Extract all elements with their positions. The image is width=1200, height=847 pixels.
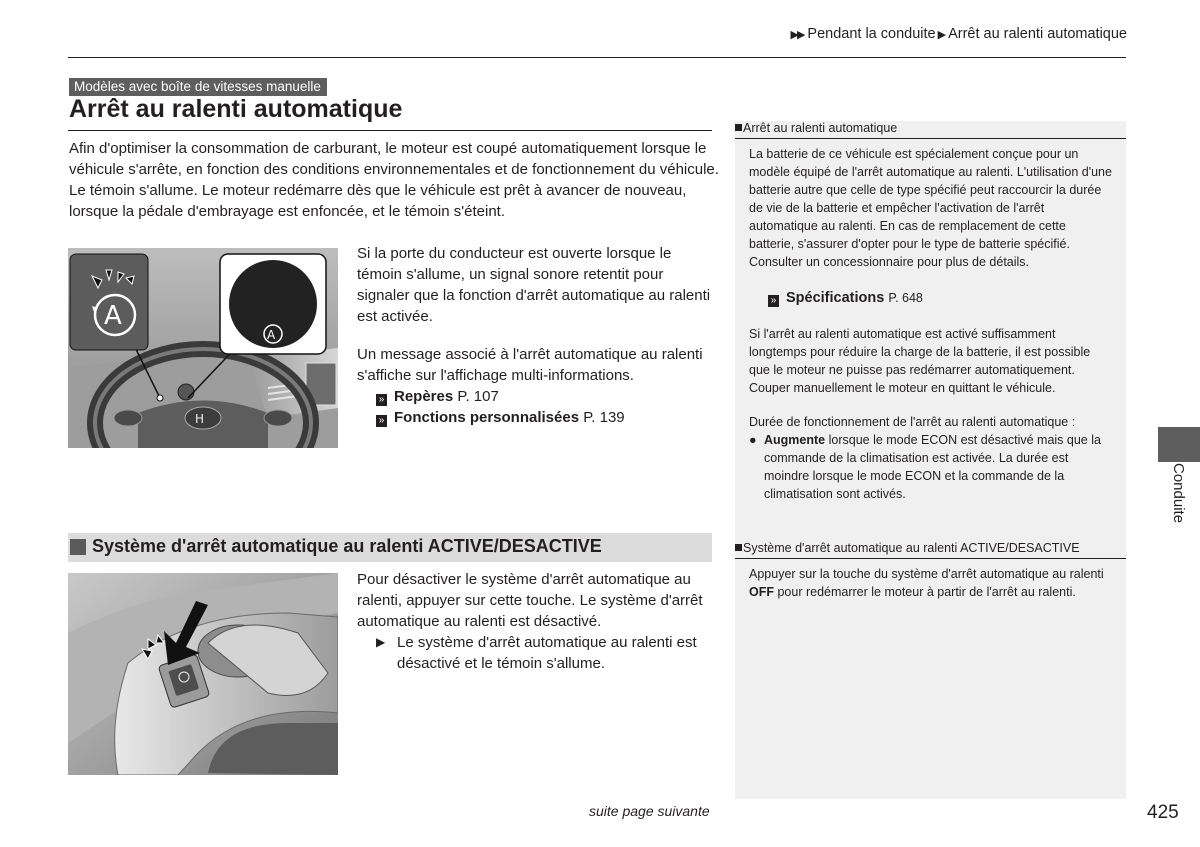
ref-arrow-icon: » [376, 415, 387, 427]
off-result-text: Le système d'arrêt automatique au ralenti est désactivé et le témoin s'allume. [397, 634, 697, 672]
ref-label: Repères [394, 388, 454, 405]
battery-note: La batterie de ce véhicule est spécialement conçue pour un modèle équipé de l'arrêt automatique au ralenti. L'utilisation d'une batterie autre que celle de type spécifié peut raccourcir la durée de vie de la batterie et empêcher l'activation de l'arrêt automatique au ralenti. En cas de remplacement de cette batterie, s'assurer d'opter pour le type de batterie spécifié. Consulter un concessionnaire pour plus de détails. [749, 147, 1112, 269]
door-paragraph: Si la porte du conducteur est ouverte lorsque le témoin s'allume, un signal sonore retentit pour signaler que la fonction d'arrêt automatique au ralenti est activée. [357, 245, 711, 325]
breadcrumb [790, 26, 1127, 42]
long-idle-note: Si l'arrêt au ralenti automatique est activé suffisamment longtemps pour réduire la charge de la batterie, il est possible que le moteur ne puisse pas redémarrer automatiquement. Couper manuellement le moteur en quittant le véhicule. [749, 327, 1091, 395]
ref-arrow-icon: » [376, 394, 387, 406]
sidebar-rule-2 [735, 558, 1126, 559]
bullet-icon: ● [749, 433, 757, 447]
result-arrow-icon: ▶ [376, 635, 386, 649]
breadcrumb-part-2: Arrêt au ralenti automatique [948, 26, 1127, 42]
duration-bullet: Augmente lorsque le mode ECON est désactivé mais que la commande de la climatisation est activée. La durée est moindre lorsque le mode ECON et la commande de la climatisation sont activés. [764, 433, 1101, 501]
chapter-tab-label: Conduite [1170, 463, 1187, 524]
section-square-icon [70, 539, 86, 555]
duration-label: Durée de fonctionnement de l'arrêt au ralenti automatique : [749, 415, 1076, 429]
page-number: 425 [1147, 802, 1179, 823]
svg-text:H: H [195, 412, 205, 426]
ref-page: P. 107 [457, 388, 499, 405]
breadcrumb-part-1: Pendant la conduite [807, 26, 936, 42]
message-paragraph: Un message associé à l'arrêt automatique au ralenti s'affiche sur l'affichage multi-informations. [357, 346, 703, 384]
section-title: Système d'arrêt automatique au ralenti ACTIVE/DESACTIVE [92, 536, 602, 556]
ref-reperes[interactable] [376, 386, 499, 407]
off-result [376, 632, 716, 674]
ref-label: Spécifications [786, 290, 885, 306]
double-arrow-icon: ▶▶ [790, 29, 804, 41]
off-paragraph: Pour désactiver le système d'arrêt automatique au ralenti, appuyer sur cette touche. Le système d'arrêt automatique au ralenti est désactivé. [357, 571, 703, 630]
title-rule [68, 130, 712, 131]
sidebar-rule-1 [735, 138, 1126, 139]
arrow-icon: ▶ [937, 29, 947, 41]
intro-paragraph: Afin d'optimiser la consommation de carburant, le moteur est coupé automatiquement lorsque le véhicule s'arrête, en fonction des conditions environnementales et de fonctionnement du véhicule. Le témoin s'allume. Le moteur redémarre dès que le véhicule est prêt à avancer de nouveau, lorsque la pédale d'embrayage est enfoncée, et le témoin s'éteint. [69, 140, 719, 220]
sidebar-heading-1: Arrêt au ralenti automatique [735, 121, 897, 135]
svg-text:A: A [267, 328, 276, 342]
ref-page: P. 139 [583, 409, 625, 426]
ref-label: Fonctions personnalisées [394, 409, 580, 426]
ref-fonctions[interactable] [376, 407, 625, 428]
sidebar-heading-2: Système d'arrêt automatique au ralenti ACTIVE/DESACTIVE [735, 541, 1080, 555]
off-button-illustration [68, 573, 338, 775]
header-rule [68, 57, 1126, 58]
chapter-tab[interactable] [1158, 427, 1200, 462]
ref-specifications[interactable] [768, 288, 923, 309]
note-icon [735, 544, 742, 551]
page-title: Arrêt au ralenti automatique [69, 95, 403, 123]
press-off-note: Appuyer sur la touche du système d'arrêt automatique au ralenti OFF pour redémarrer le moteur à partir de l'arrêt au ralenti. [749, 567, 1104, 599]
note-icon [735, 124, 742, 131]
continued-note: suite page suivante [589, 803, 710, 819]
svg-text:A: A [104, 301, 122, 331]
ref-arrow-icon: » [768, 295, 779, 307]
ref-page: P. 648 [888, 291, 923, 305]
dashboard-illustration [68, 248, 338, 448]
model-badge: Modèles avec boîte de vitesses manuelle [69, 78, 327, 96]
